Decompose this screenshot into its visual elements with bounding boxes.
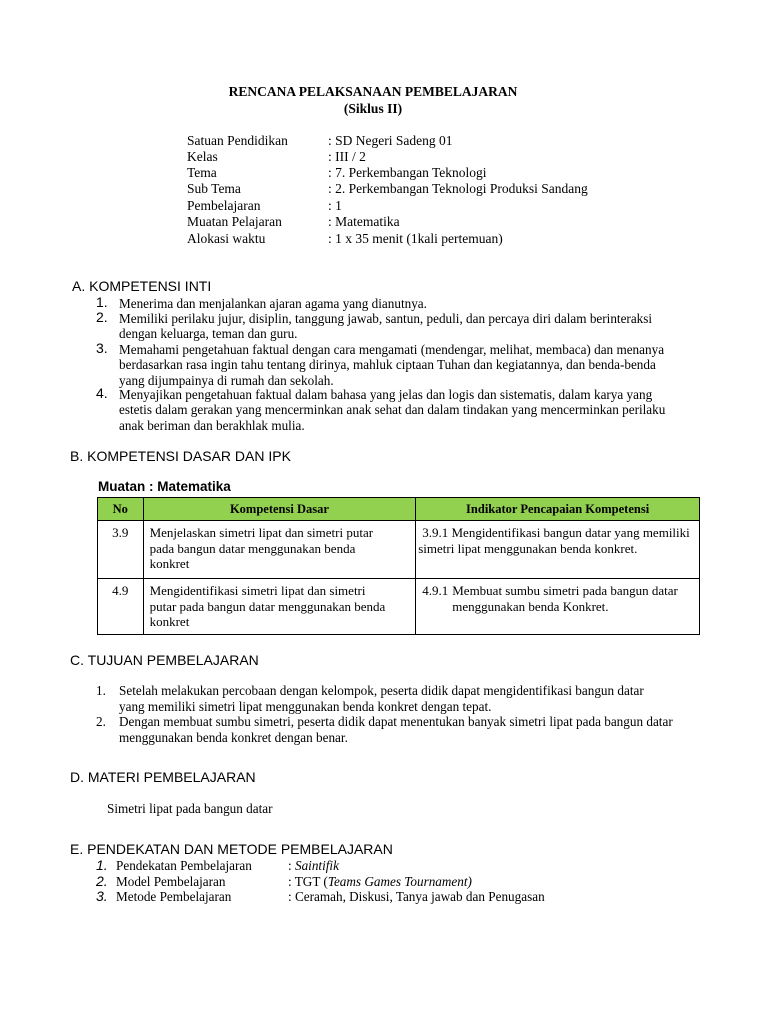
info-row: [187, 165, 487, 181]
list-number: 2.: [96, 714, 106, 729]
info-row: [187, 214, 400, 230]
info-value: : 1 x 35 menit (1kali pertemuan): [328, 231, 503, 246]
info-row: [187, 149, 366, 165]
info-value: : 1: [328, 198, 342, 213]
list-number: 3.: [96, 888, 108, 904]
info-value: : 2. Perkembangan Teknologi Produksi Sandang: [328, 181, 588, 196]
method-label: Pendekatan Pembelajaran: [116, 858, 252, 873]
table-header-no: No: [98, 498, 144, 521]
list-text: Menyajikan pengetahuan faktual dalam bahasa yang jelas dan logis dan sistematis, dalam karya yang estetis dalam gerakan yang mencerminkan anak sehat dan dalam tindakan yang mencerminkan perilaku anak beriman dan berakhlak mulia.: [119, 387, 666, 433]
ipk-number: 3.9.1: [422, 525, 449, 540]
list-item: [96, 889, 545, 905]
info-value: : SD Negeri Sadeng 01: [328, 133, 453, 148]
list-item: [96, 858, 339, 874]
table-header-row: [98, 498, 700, 521]
document-title: RENCANA PELAKSANAAN PEMBELAJARAN: [228, 84, 518, 99]
list-text: Setelah melakukan percobaan dengan kelompok, peserta didik dapat mengidentifikasi bangun datar yang memiliki simetri lipat menggunakan benda konkret dengan tepat.: [119, 683, 644, 714]
list-item: [96, 874, 472, 890]
info-label: Alokasi waktu: [187, 231, 266, 246]
info-label: Pembelajaran: [187, 198, 261, 213]
materi-text: Simetri lipat pada bangun datar: [107, 801, 273, 816]
kd-text: Menjelaskan simetri lipat dan simetri putar pada bangun datar menggunakan benda konkret: [149, 525, 374, 571]
method-value: Ceramah, Diskusi, Tanya jawab dan Penugasan: [294, 889, 545, 904]
table-header-ipk: Indikator Pencapaian Kompetensi: [416, 498, 700, 521]
list-number: 1.: [96, 683, 106, 698]
list-text: Memiliki perilaku jujur, disiplin, tanggung jawab, santun, peduli, dan percaya diri dalam berinteraksi dengan keluarga, teman dan guru.: [119, 311, 653, 342]
method-value: TGT (: [294, 874, 328, 889]
table-row: [98, 521, 700, 579]
method-separator: :: [288, 889, 295, 904]
list-item: [96, 387, 676, 433]
method-label: Metode Pembelajaran: [116, 889, 232, 904]
muatan-label: Muatan : Matematika: [98, 479, 231, 494]
list-text: Memahami pengetahuan faktual dengan cara mengamati (mendengar, melihat, membaca) dan menanya berdasarkan rasa ingin tahu tentang dirinya, mahluk ciptaan Tuhan dan kegiatannya, dan benda-benda yang dijumpainya di rumah dan sekolah.: [119, 342, 665, 388]
info-label: Muatan Pelajaran: [187, 214, 282, 229]
info-label: Sub Tema: [187, 181, 241, 196]
list-number: 2.: [96, 309, 108, 325]
list-item: [96, 311, 666, 342]
table-cell-no: 3.9: [98, 521, 144, 579]
table-header-kd: Kompetensi Dasar: [143, 498, 416, 521]
table-cell-ipk: [416, 579, 700, 635]
kd-text: Mengidentifikasi simetri lipat dan simetri putar pada bangun datar menggunakan benda konkret: [149, 583, 386, 629]
info-row: [187, 181, 588, 197]
list-number: 1.: [96, 857, 108, 873]
section-heading-pendekatan: E. PENDEKATAN DAN METODE PEMBELAJARAN: [70, 841, 393, 857]
list-item: [96, 714, 676, 745]
list-text: Dengan membuat sumbu simetri, peserta didik dapat menentukan banyak simetri lipat pada bangun datar menggunakan benda konkret dengan benar.: [119, 714, 673, 745]
list-item: [96, 342, 666, 388]
method-value-italic: Teams Games Tournament): [327, 874, 472, 889]
list-number: 1.: [96, 294, 108, 310]
kd-ipk-table: [97, 497, 700, 635]
list-number: 3.: [96, 340, 108, 356]
list-number: 2.: [96, 873, 108, 889]
method-label: Model Pembelajaran: [116, 874, 226, 889]
ipk-text: Membuat sumbu simetri pada bangun datar menggunakan benda Konkret.: [452, 583, 678, 614]
ipk-text: Mengidentifikasi bangun datar yang memiliki simetri lipat menggunakan benda konkret.: [418, 525, 690, 556]
info-row: [187, 231, 503, 247]
info-label: Tema: [187, 165, 217, 180]
section-heading-materi: D. MATERI PEMBELAJARAN: [70, 769, 256, 785]
list-item: [96, 683, 656, 714]
info-label: Kelas: [187, 149, 218, 164]
table-row: [98, 579, 700, 635]
info-row: [187, 198, 342, 214]
section-heading-tujuan: C. TUJUAN PEMBELAJARAN: [70, 652, 259, 668]
info-value: : III / 2: [328, 149, 366, 164]
info-row: [187, 133, 452, 149]
method-separator: :: [288, 874, 295, 889]
document-subtitle: (Siklus II): [343, 101, 403, 116]
table-cell-kd: [143, 579, 416, 635]
info-value: : Matematika: [328, 214, 400, 229]
method-value: Saintifik: [294, 858, 339, 873]
table-cell-no: 4.9: [98, 579, 144, 635]
ipk-number: 4.9.1: [422, 583, 449, 598]
table-cell-kd: [143, 521, 416, 579]
list-text: Menerima dan menjalankan ajaran agama yang dianutnya.: [119, 296, 427, 311]
table-cell-ipk: [416, 521, 700, 579]
info-label: Satuan Pendidikan: [187, 133, 288, 148]
section-heading-kompetensi-inti: A. KOMPETENSI INTI: [72, 278, 212, 294]
section-heading-kompetensi-dasar: B. KOMPETENSI DASAR DAN IPK: [70, 448, 291, 464]
info-value: : 7. Perkembangan Teknologi: [328, 165, 487, 180]
list-number: 4.: [96, 385, 108, 401]
method-separator: :: [288, 858, 295, 873]
list-item: [96, 296, 696, 311]
